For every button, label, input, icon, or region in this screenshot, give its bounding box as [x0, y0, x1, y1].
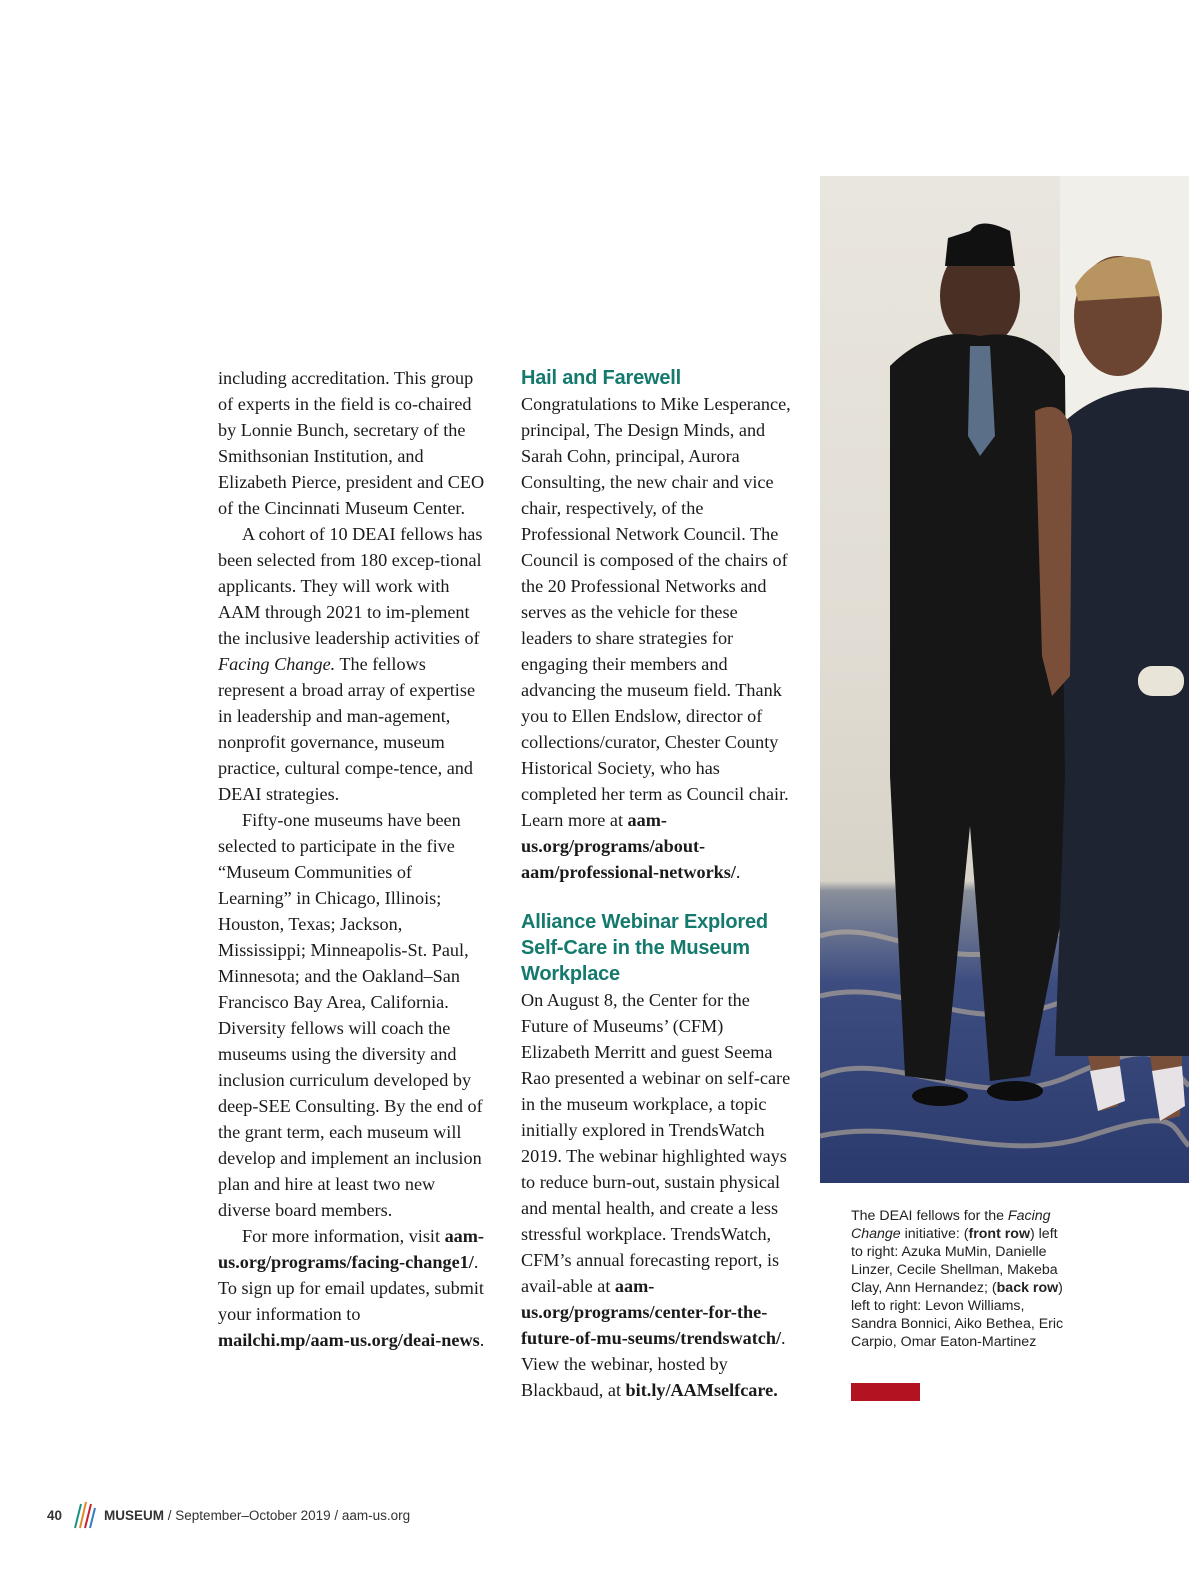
right-column [521, 365, 793, 1403]
aam-logo-icon [72, 1500, 96, 1530]
section-heading: Hail and Farewell [521, 367, 681, 389]
photo-caption: The DEAI fellows for the Facing Change initiative: (front row) left to right: Azuka MuMin, Danielle Linzer, Cecile Shellman, Makeba Clay, Ann Hernandez; (back row) left to right: Levon Williams, Sandra Bonnici, Aiko Bethea, Eric Carpio, Omar Eaton-Martinez [851, 1208, 1064, 1350]
link-aam-selfcare[interactable]: bit.ly/AAMselfcare. [625, 1380, 778, 1400]
fellows-photo [820, 176, 1189, 1183]
paragraph: A cohort of 10 DEAI fellows has been selected from 180 excep-tional applicants. They will work with AAM through 2021 to im-plement the inclusive leadership activities of Facing Change. The fellows represent a broad array of expertise in leadership and man-agement, nonprofit governance, museum practice, cultural compe-tence, and DEAI strategies. [218, 524, 483, 804]
paragraph: For more information, visit aam-us.org/programs/facing-change1/. To sign up for email updates, submit your information to mailchi.mp/aam-us.org/deai-news. [218, 1226, 485, 1350]
section-heading: Alliance Webinar Explored Self-Care in the Museum Workplace [521, 911, 768, 985]
magazine-name: MUSEUM [104, 1507, 165, 1523]
link-facing-change[interactable]: aam-us.org/programs/facing-change1/ [218, 1226, 484, 1272]
paragraph: Congratulations to Mike Lesperance, principal, The Design Minds, and Sarah Cohn, principal, Aurora Consulting, the new chair and vice chair, respectively, of the Professional Network Council. The Council is composed of the chairs of the 20 Professional Networks and serves as the vehicle for these leaders to share strategies for engaging their members and advancing the museum field. Thank you to Ellen Endslow, director of collections/curator, Chester County Historical Society, who has completed her term as Council chair. Learn more at aam-us.org/programs/about-aam/professional-networks/. [521, 394, 791, 882]
paragraph: Fifty-one museums have been selected to participate in the five “Museum Communities of Learning” in Chicago, Illinois; Houston, Texas; Jackson, Mississippi; Minneapolis-St. Paul, Minnesota; and the Oakland–San Francisco Bay Area, California. Diversity fellows will coach the museums using the diversity and inclusion curriculum developed by deep-SEE Consulting. By the end of the grant term, each museum will develop and implement an inclusion plan and hire at least two new diverse board members. [218, 810, 483, 1220]
photo-illustration [820, 176, 1189, 1183]
paragraph: including accreditation. This group of experts in the field is co-chaired by Lonnie Bunch, secretary of the Smithsonian Institution, and Elizabeth Pierce, president and CEO of the Cincinnati Museum Center. [218, 368, 485, 518]
link-trendswatch[interactable]: aam-us.org/programs/center-for-the-future-of-mu-seums/trendswatch/ [521, 1276, 781, 1348]
paragraph: On August 8, the Center for the Future of Museums’ (CFM) Elizabeth Merritt and guest Seema Rao presented a webinar on self-care in the museum workplace, a topic initially explored in TrendsWatch 2019. The webinar highlighted ways to reduce burn-out, sustain physical and mental health, and create a less stressful workplace. TrendsWatch, CFM’s annual forecasting report, is avail-able at aam-us.org/programs/center-for-the-future-of-mu-seums/trendswatch/. View the webinar, hosted by Blackbaud, at bit.ly/AAMselfcare. [521, 990, 791, 1400]
left-column [218, 365, 490, 1353]
link-deai-news[interactable]: mailchi.mp/aam-us.org/deai-news [218, 1330, 480, 1350]
accent-bar [851, 1383, 920, 1401]
issue-info: / September–October 2019 / aam-us.org [164, 1507, 411, 1523]
page-number: 40 [47, 1507, 63, 1523]
page-footer [47, 1500, 410, 1530]
link-professional-networks[interactable]: aam-us.org/programs/about-aam/professional-networks/ [521, 810, 736, 882]
